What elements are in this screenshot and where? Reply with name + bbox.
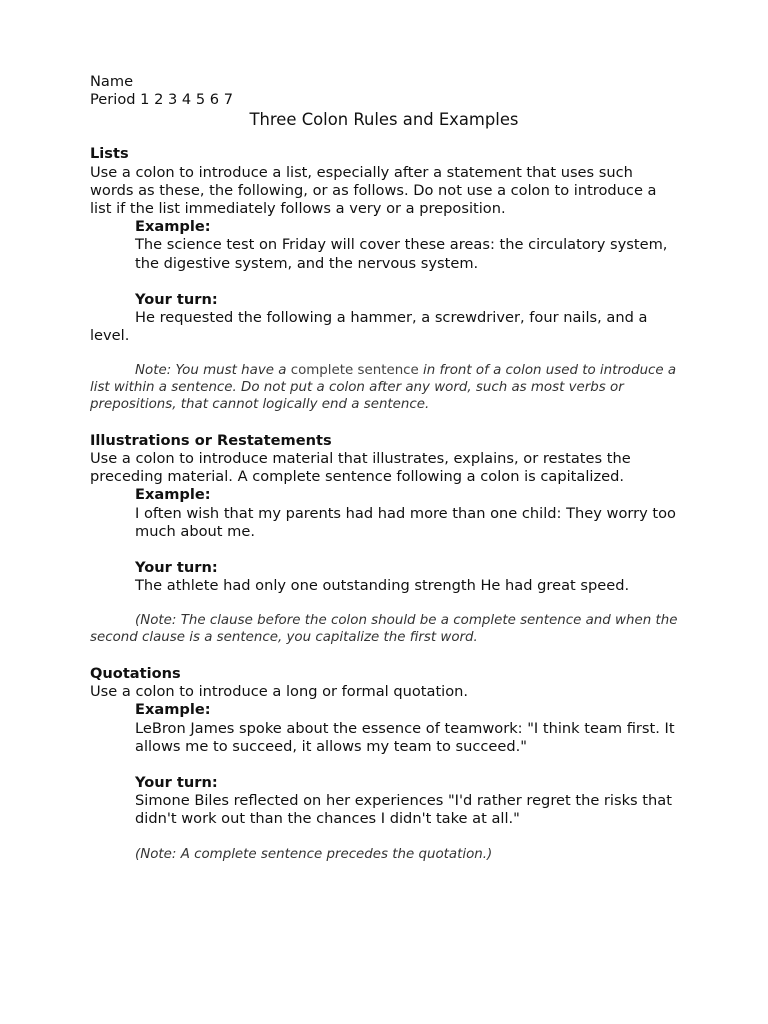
your-turn-label: Your turn: (135, 290, 218, 308)
section-lists (90, 145, 678, 413)
your-turn-label: Your turn: (135, 559, 218, 577)
example-label: Example: (135, 218, 211, 236)
section-heading: Illustrations or Restatements (90, 431, 332, 449)
page-title: Three Colon Rules and Examples (249, 110, 519, 130)
example-label: Example: (135, 701, 211, 719)
section-illustrations (90, 432, 678, 647)
section-intro: Use a colon to introduce a long or formal quotation. (90, 683, 469, 701)
period-label: Period 1 2 3 4 5 6 7 (90, 91, 233, 109)
example-text: LeBron James spoke about the essence of teamwork: "I think team first. It allows me to succeed, it allows my team to succeed." (135, 719, 675, 755)
note-emphasis: complete sentence (290, 363, 419, 379)
your-turn-text: Simone Biles reflected on her experiences "I'd rather regret the risks that didn't work out than the chances I didn't take at all." (135, 792, 672, 828)
your-turn-text: He requested the following a hammer, a screwdriver, four nails, and a level. (90, 309, 648, 345)
section-heading: Lists (90, 145, 129, 163)
section-heading: Quotations (90, 665, 181, 683)
section-note: (Note: The clause before the colon should be a complete sentence and when the second clause is a sentence, you capitalize the first word. (90, 613, 678, 646)
example-text: The science test on Friday will cover these areas: the circulatory system, the digestive system, and the nervous system. (135, 236, 668, 272)
section-intro: Use a colon to introduce a list, especially after a statement that uses such words as these, the following, or as follows. Do not use a colon to introduce a list if the list immediately follows a very or a preposition. (90, 163, 657, 218)
name-label: Name (90, 73, 134, 90)
your-turn-label: Your turn: (135, 774, 218, 792)
example-text: I often wish that my parents had had more than one child: They worry too much about me. (135, 504, 676, 540)
section-note (90, 363, 678, 413)
example-label: Example: (135, 486, 211, 504)
note-after: in front of a colon used to introduce a list within a sentence. Do not put a colon after any word, such as most verbs or prepositions, that cannot logically end a sentence. (90, 363, 677, 413)
section-intro: Use a colon to introduce material that illustrates, explains, or restates the preceding material. A complete sentence following a colon is capitalized. (90, 450, 631, 486)
section-quotations (90, 665, 678, 863)
section-note: (Note: A complete sentence precedes the quotation.) (135, 846, 493, 862)
your-turn-text: The athlete had only one outstanding strength He had great speed. (135, 577, 630, 595)
note-before: Note: You must have a (135, 363, 291, 379)
